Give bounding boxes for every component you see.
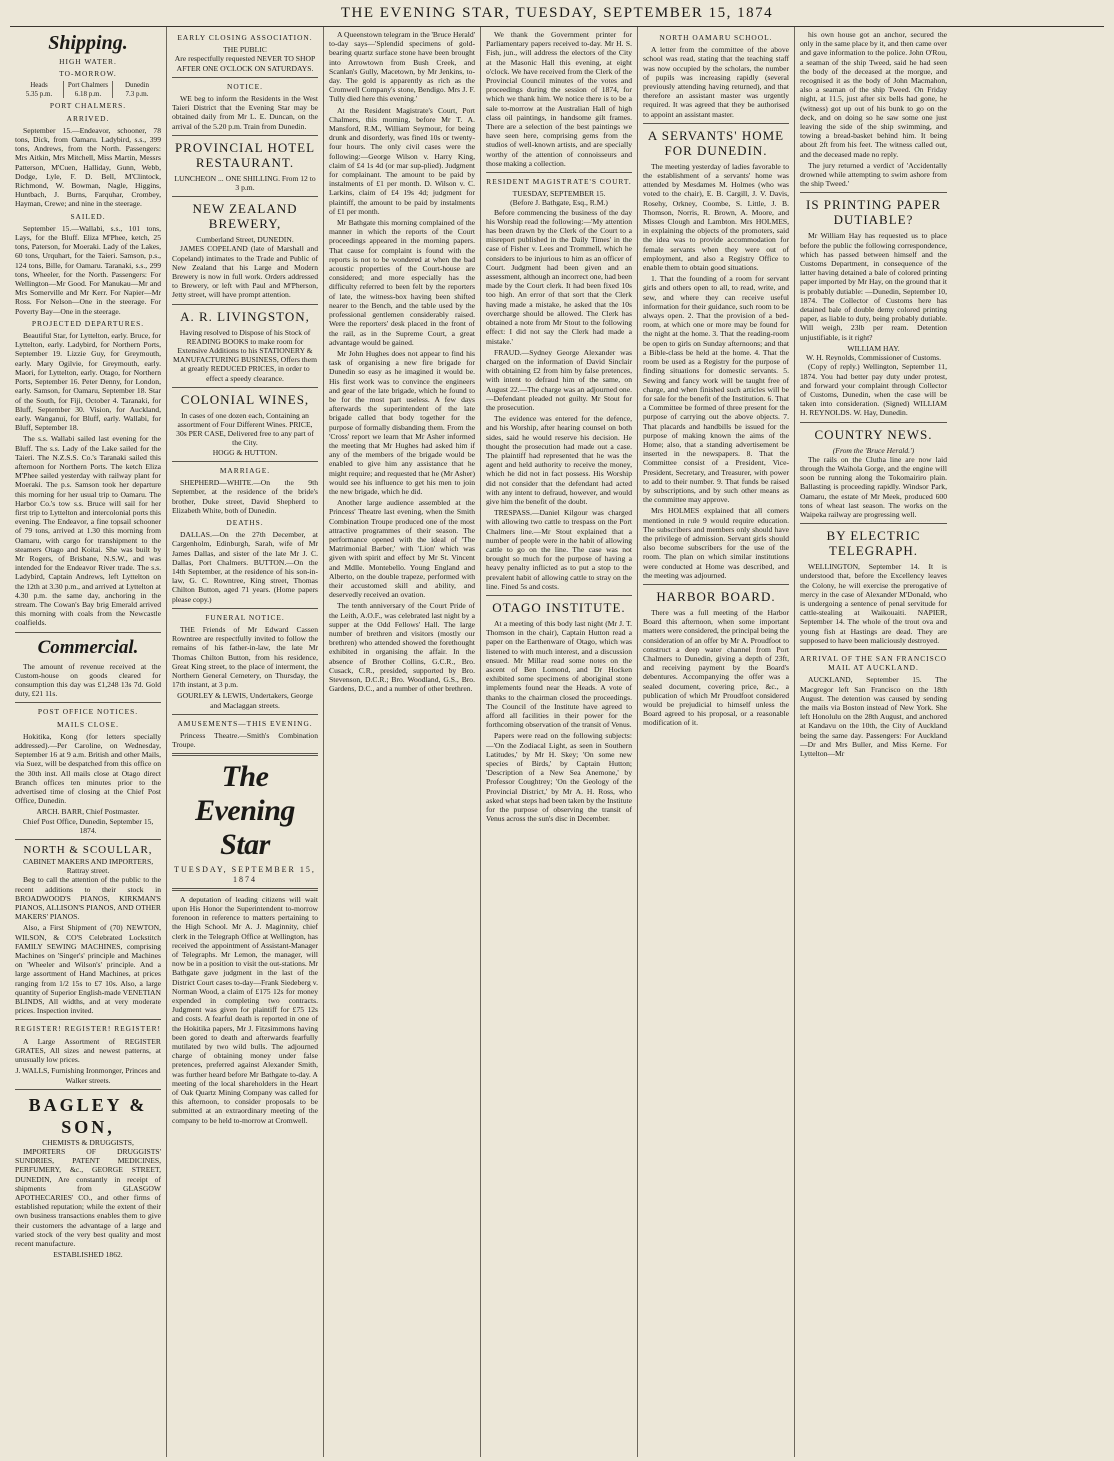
arrived-text: September 15.—Endeavor, schooner, 78 tons, Dick, from Oamaru. Ladybird, s.s., 399 tons, Andrews, from the North. Passengers: Mrs Aitkin, Mrs Mitchell, Miss Martin, Messrs Patterson, M'Cuen, Halliday, Gunn, Webb, Dodge, Lyle, F. D. Bell, M'Clintock, Richmond, W. Bowman, Nagle, Higgins, Huntbach, J. Burns, Farquhar, Crombey, Hayman, Crewe; and nine in the steerage. [15,125,161,209]
article-text: WELLINGTON, September 14. It is understood that, before the Excellency leaves the Colony, he will exercise the prerogative of mercy in the case of Alexander M'Donald, who is undergoing a sentence of penal servitude for cattle-stealing at Waikouaiti. NAPIER, September 14. The whole of the trout ova and young fish at Hastings are dead. They are supposed to have been maliciously destroyed. [800,562,947,645]
north-school-heading: NORTH OAMARU SCHOOL. [659,33,773,42]
pianos-text: Beg to call the attention of the public to the recent additions to their stock in BROADWOOD'S PIANOS, KIRKMAN'S PIANOS, ALLISON'S PIANOS, AND OTHER MAKERS' PIANOS. [15,875,161,922]
register-heading: REGISTER! REGISTER! REGISTER! [15,1024,162,1034]
article-text: AUCKLAND, September 15. The Macgregor left San Francisco on the 18th August. The detention was caused by sending the mails via Boston instead of New York. She left Honolulu on the 28th August, and anchored at Kandavu on the 10th, the City of Auckland being the same day. Passengers: For Auckland—Dr and Mrs Buller, and Miss Kerne. For Lyttelton—Mr [800,675,947,758]
printing-paper-heading: IS PRINTING PAPER DUTIABLE? [806,197,941,228]
article-text: At the Resident Magistrate's Court, Port Chalmers, this morning, before Mr T. A. Mansford, R.M., William Seymour, for being drunk and disorderly, was fined 10s or twenty-four hours. The only civil cases were the following:—George Wilson v. Harry King, claim of £4 1s 4d (or mar sup-plied). Judgment for complainant. The amount to be paid by instalments of £1 per month. D. Wilson v. C. Larkins, claim of £4 19s 4d; judgment for plaintiff, the amount to be paid by instalments of £1 per month. [329,105,475,216]
post-office-heading: POST OFFICE NOTICES. [37,707,139,717]
sf-mail-heading: ARRIVAL OF THE SAN FRANCISCO MAIL AT AUCKLAND. [800,653,947,673]
wines-heading: COLONIAL WINES, [180,391,310,407]
sailed-text: September 15.—Wallabi, s.s., 101 tons, Lays, for the Bluff. Eliza M'Phee, ketch, 25 tons, Paterson, for Moeraki. Lady of the Lakes, 60 tons, Urquhart, for the Taieri. Samson, p.s., 124 tons, Bille, for Oamaru. Taranaki, s.s., 299 tons, Wheeler, for the North. Passengers: For Wellington—Mr Good. For Manukau—Mr and Mrs Somerville and Mr Kerr. For Napier—Mr Ross. For Nelson—One in the steerage. For Poverty Bay—One in the steerage. [15,223,161,316]
brewery-sub: Cumberland Street, DUNEDIN. [196,235,294,245]
article-text: The tenth anniversary of the Court Pride of the Leith, A.O.F., was celebrated last night by a supper at the Odd Fellows' Hall. The large number of brethren and visitors (mostly our brethren) who attended showed the forethought exhibited in organising the affair. In the absence of Brother Collins, G.C.R., Bro. Cusack, C.R., presided, supported by Bro. Stevenson, D.C.R.; Bro. Woodland, G.S., Bro. Gardens, D.C., and a number of other brethren. [329,601,475,694]
early-closing-heading: EARLY CLOSING ASSOCIATION. [177,33,313,42]
tide-cell [112,81,161,98]
deaths-heading: DEATHS. [226,517,264,527]
tide-table [15,81,161,98]
divider [172,608,318,609]
paper-title: The Evening Star [195,760,295,862]
otago-institute-heading: OTAGO INSTITUTE. [492,599,626,615]
commercial-heading: Commercial. [37,636,139,658]
notice-text: WE beg to inform the Residents in the West Taieri District that the Evening Star may be obtained daily from Mr L. E. Duncan, on the arrival of the 5.20 p.m. Train from Dunedin. [172,94,318,131]
brewery-text: JAMES COPELAND (late of Marshall and Copeland) intimates to the Trade and Public of New Zealand that his Large and Modern Brewery is now in full work. Orders addressed to Brewery, or left with Paul and M'Pherson, Jetty street, will have prompt attention. [172,244,318,300]
columns [10,27,1104,1457]
divider [800,192,947,193]
bagley-established: ESTABLISHED 1862. [53,1250,123,1260]
divider [15,702,161,703]
divider [172,135,318,136]
projected-heading: PROJECTED DEPARTURES. [31,318,145,328]
article-text: Another large audience assembled at the Princess' Theatre last evening, when the Smith Combination Troupe produced one of the most attractive programmes of their season. The performance opened with the ideal of 'The Matrimonial Barber,' with 'Lion' which was given with spirit and effect by Mr St. Vincent and Mdlle. Montebello. Young England and Alberto, on the double trapeze, performed with their accustomed skill and ability, and deservedly received an ovation. [329,498,475,600]
deaths-text: DALLAS.—On the 27th December, at Cargenholm, Edinburgh, Sarah, wife of Mr James Dallas, and sister of the late Mr J. C. Dallas, Port Chalmers. BUTTON.—On the 14th September, at the residence of his son-in-law, G. C. Rowntree, King street, Thomas Chilton Button, aged 71 years. (Home papers please copy.) [172,530,318,604]
post-office-date: Chief Post Office, Dunedin, September 15, 1874. [22,816,154,835]
paper-date: TUESDAY, SEPTEMBER 15, 1874 [174,865,316,884]
article-text: At a meeting of this body last night (Mr J. T. Thomson in the chair), Captain Hutton read a paper on the Earthenware of Otago, which was listened to with much interest, and a discussion ensued. Mr Millar read some notes on the ascent of Ben Lomond, and Dr Hocken exhibited some specimens of aboriginal stone implements found near the Heads. A vote of thanks to the chairman closed the proceedings. The Council of the Institute have agreed to afford all facilities in their power for the forthcoming observation of the transit of Venus. [486,618,632,730]
article-text: Mr Bathgate this morning complained of the manner in which the reports of the Court proceedings appeared in the morning papers. That cause for complaint is found with the reports is not to be wondered at when the bad acoustic properties of the Court-house are considered; and more especially has the difficulty referred to been felt by the reporters of late, the witness-box having been shifted nearer to the Bench, and the table used by the professional gentlemen considerably raised. Were the reporters' desk placed in the front of the rail, as in the Supreme Court, a great advantage would be gained. [329,218,475,347]
hotel-heading: PROVINCIAL HOTEL RESTAURANT. [174,139,316,170]
harbor-board-heading: HARBOR BOARD. [656,588,776,604]
brewery-heading: NEW ZEALAND BREWERY, [192,201,298,232]
port-heading: PORT CHALMERS. [49,101,127,111]
article-text: Mr John Hughes does not appear to find his task of organising a new fire brigade for Dunedin so easy as he imagined it would be. His first work was to convince the engineers and gear of the late brigade, which he found to be for the most part useless. A few days afterwards the superintendent of the late brigade called that body together for the purpose of formally disbanding them. From the 'Cross' report we learn that Mr Asher informed the meeting that Mr Hughes had asked him if any of the members of the brigade would be enabled to give him any assistance that he might require; and requested that he (Mr Asher) would see his influence to get his men to join the new brigade, which he did. [329,348,475,496]
divider [486,595,632,596]
divider [15,632,161,633]
north-scoullar-heading: NORTH & SCOULLAR, [23,844,153,857]
divider [172,753,318,756]
divider [643,123,789,124]
column-2 [167,27,324,1457]
notice-heading: NOTICE. [227,81,263,91]
divider [172,714,318,715]
article-text: The evidence was entered for the defence, and his Worship, after hearing counsel on both sides, said he would reserve his decision. He thought the prosecution had made out a case. The plaintiff had represented that he was the agent and held authority to receive the money, which he did not in fact possess. His Worship did not consider that the defendant had acted with any intent to defraud, however, and would give him the benefit of the doubt. [486,414,632,506]
divider [172,461,318,462]
mails-close-heading: MAILS CLOSE. [56,719,120,729]
amusements-text: Princess Theatre.—Smith's Combination Troupe. [172,730,318,750]
article-text: The rails on the Clutha line are now laid through the Waihola Gorge, and the engine will soon be running along the Tokomairiro plain. Ballasting is proceeding rapidly. Windsor Park, Oamaru, the estate of Mr Meek, produced 600 tons of wheat last season. The works on the Waipeka railway are progressing well. [800,454,947,519]
rm-court-before: (Before J. Bathgate, Esq., R.M.) [510,198,608,208]
divider [172,77,318,78]
shipping-heading: Shipping. [48,32,128,54]
hotel-text: LUNCHEON ... ONE SHILLING. From 12 to 3 p.m. [174,173,316,193]
tide-cell [63,81,112,98]
livingston-text: Having resolved to Dispose of his Stock of READING BOOKS to make room for Extensive Additions to his STATIONERY & MANUFACTURING BUSINESS, Offers them at greatly REDUCED PRICES, in order to effect a speedy clearance. [172,327,317,383]
article-text: The meeting yesterday of ladies favorable to the establishment of a servants' home was attended by Mesdames M. Holmes (who was voted to the chair), E. B. Cargill, J. V. Davis, Rosehy, Orkney, Coombe, S. Little, J. B. Thomson, Norris, R. Brown, A. Moore, and Misses Clough and Lambton. Mrs HOLMES, in explaining the objects of the promoters, said the idea was to provide accommodation for female servants when they were out of employment, and also a Registry Office to enable them to obtain good situations. [643,161,789,273]
shipping-news-text: The s.s. Wallabi sailed last evening for the Bluff. The s.s. Lady of the Lake sailed for the Taieri. The N.Z.S.S. Co.'s Taranaki sailed this afternoon for Northern Ports. The ketch Eliza M'Phee sailed yesterday with railway plant for Moeraki. The p.s. Samson took her departure this morning for her usual trip to Oamaru. The Harbor Co.'s tow s.s. Bruce will sail for her first trip to Lyttelton and intercolonial ports this evening. The Endeavor, a fine topsail schooner of 79 tons, arrived at 1.30 this morning from Oamaru, with cargo for transhipment to the steamers Otago and Koitai. She was built by Mr Rogers, of Brisbane, N.S.W., and was intended for the Endeavor River trade. The s.s. Ladybird, Captain Andrews, left Lyttelton on the 12th at 3.30 p.m., and arrived at Lyttelton at 4.30 p.m. the same day, anchoring in the stream. The Cowan's Bay brig Emerald arrived this morning with coals from the Newcastle coalfields. [15,434,161,628]
article-text: Mrs HOLMES explained that all comers mentioned in rule 9 would require education. The subscribers and members only should have the privilege of admission. Servant girls should also become subscribers for the use of the room. The plan on which similar institutions were conducted at Home was described, and the meeting was adjourned. [643,506,789,580]
post-office-sign: ARCH. BARR, Chief Postmaster. [36,807,140,817]
early-closing-public: THE PUBLIC [223,45,267,55]
country-news-sub: (From the 'Bruce Herald.') [832,445,915,455]
rm-court-date: TUESDAY, SEPTEMBER 15. [512,189,606,199]
tide-place: Dunedin [124,81,150,90]
article-text: TRESPASS.—Daniel Kilgour was charged with allowing two cattle to trespass on the Port Chalmers line.—Mr Stout explained that a number of people were in the habit of allowing cattle to go on the line. The case was not brought so much for the purpose of having a heavy penalty inflicted as to put a stop to the prevalent habit of allowing cattle to stray on the line. Fined 5s and costs. [486,508,632,591]
column-6 [795,27,952,1457]
divider [172,304,318,305]
column-3 [324,27,481,1457]
article-text: The jury returned a verdict of 'Accidentally drowned while attempting to swim ashore from the ship Tweed.' [800,160,947,189]
tomorrow-label: TO-MORROW. [59,69,117,79]
article-text: Before commencing the business of the day his Worship read the following:—'My attention has been drawn by the Clerk of the Court to a misreport published in the Daily Times' in the case of Fisher v. Lees and Trommell, which he considers to be injurious to him as an officer of Court. Judgment had been given and an assessment, although an incorrect one, had been made by the Court clerk. It had been fixed 10s too high. An error of that sort that the Clerk having made a mistake, he asked that the 10s overcharge should be allowed. The Clerk has obtained a note from Mr Stout to the following effect: I did not say the Clerk had made a mistake.' [486,207,632,346]
divider [486,172,632,173]
leader-text: A deputation of leading citizens will wait upon His Honor the Superintendent to-morrow forenoon in reference to matters pertaining to the High School. Mr A. J. Maginnity, chief clerk in the Telegraph Office at Wellington, has received the appointment of Assistant-Manager of Telegraphs. Mr Lemon, the manager, will now be in a position to visit the out-stations. Mr Bathgate gave judgment in the last of the District Court cases to-day—Frank Siedeberg v. Norman Wood, a claim of £175 12s for money expended in completing two contracts. Judgment was given for plaintiff for £75 12s and costs. A fearful death is reported in one of the Hokitika papers, Mr J. Fitzsimmons having been gored to death and afterwards fearfully mutilated by two wild bulls. The adjourned charge of obtaining money under false pretences, preferred against Alexander Smith, was further heard before Mr Bathgate to-day. A meeting of the local shareholders in the Heart of Oak Quartz Mining Company was called for this afternoon, to consider proposals to be submitted at an extraordinary meeting of the company to be held to-morrow at Cromwell. [172,894,318,1125]
divider [172,196,318,197]
telegraph-heading: BY ELECTRIC TELEGRAPH. [826,528,921,559]
register-text: A Large Assortment of REGISTER GRATES, All sizes and newest patterns, at unusually low prices. [15,1036,161,1065]
bagley-sub: CHEMISTS & DRUGGISTS, [42,1137,134,1147]
article-text: We thank the Government printer for Parliamentary papers received to-day. Mr H. S. Fish, jun., will address the electors of the City at the Masonic Hall this evening, at eight o'clock. We have received from the Clerk of the Provincial Council minutes of the votes and proceedings during the session of 1874, for which we thank him. We notice there is to be a sale to-morrow at the Australian Hall of high class oil paintings, in handsome gilt frames. There are a selection of the best paintings we have seen here, comprising gems from the studios of well-known artists, and are specially worthy of the attention of connoisseurs and those making a collection. [486,30,632,168]
divider [800,649,947,650]
article-text: his own house got an anchor, secured the only in the same place by it, and then came over and gave information to the police. John O'Rou, a seaman of the ship Tweed, said he had seen the body of the deceased at the morgue, and recognised it as the body of John Macmahon, also a seaman of the ship Tweed. On Friday night, at 11.5, just after six bells had gone, he (witness) got up out of his bunk to go on the deck, and on doing so he saw some one just leaving the side of the ship swimming, and towing a bread-basket behind him. It being about 2ft from his feet. The witness called out, and the deceased made no reply. [800,30,947,159]
printing-paper-sign: WILLIAM HAY. [847,343,900,353]
column-4 [481,27,638,1457]
tide-place: Port Chalmers [67,81,109,90]
wines-text: In cases of one dozen each, Containing an assortment of Four Different Wines. PRICE, 30s PER CASE, Delivered free to any part of the City. [176,410,314,448]
arrived-heading: ARRIVED. [66,113,110,123]
divider [800,422,947,423]
funeral-sign: GOURLEY & LEWIS, Undertakers, George and Maclaggan streets. [177,691,313,710]
north-scoullar-sub: CABINET MAKERS AND IMPORTERS, Rattray street. [22,857,154,876]
marriage-heading: MARRIAGE. [219,465,271,475]
mails-text: Hokitika, Kong (for letters specially addressed).—Per Caroline, on Wednesday, September 16 at 9 a.m. British and other Mails, via Suez, will be despatched from this office on the 30th inst. All mails close at Otago direct Branch offices ten minutes prior to the advertised time of closing at the Chief Post Office, Dunedin. [15,731,161,806]
divider [800,523,947,524]
country-news-heading: COUNTRY NEWS. [814,426,933,442]
bagley-heading: BAGLEY & SON, [28,1094,148,1137]
divider [643,584,789,585]
masthead: THE EVENING STAR, TUESDAY, SEPTEMBER 15, 1874 [10,0,1104,27]
tide-time: 5.35 p.m. [25,89,53,98]
livingston-heading: A. R. LIVINGSTON, [180,308,310,324]
rm-court-heading: RESIDENT MAGISTRATE'S COURT. [486,177,632,187]
wines-sign: HOGG & HUTTON. [212,447,278,457]
early-closing-text: Are respectfully requested NEVER TO SHOP AFTER ONE O'CLOCK ON SATURDAYS. [174,54,316,73]
marriage-text: SHEPHERD—WHITE.—On the 9th September, at the residence of the bride's brother, Duke street, David Shepherd to Elizabeth White, both of Dunedin. [172,478,318,515]
commercial-text: The amount of revenue received at the Custom-house on goods cleared for consumption this day was £1,248 13s 7d. Gold duty, £21 11s. [15,661,161,699]
funeral-text: THE Friends of Mr Edward Cassen Rowntree are respectfully invited to follow the remains of his father-in-law, the late Mr Thomas Chilton Button, from his residence, Great King street, to the place of interment, the Northern General Cemetery, on Thursday, the 17th instant, at 3 p.m. [172,624,318,690]
column-1 [10,27,167,1457]
divider [15,1089,161,1090]
tide-time: 6.18 p.m. [74,89,102,98]
article-text: A letter from the committee of the above school was read, stating that the teaching staff was now occupied by the scholars, the number of pupils was increasing rapidly (several previously attending having returned), and that therefore an assistant master was urgently required. It was agreed that they be authorised to appoint an assistant master. [643,45,789,119]
divider [15,839,161,840]
high-water-heading: HIGH WATER. [59,57,117,66]
bagley-text: IMPORTERS OF DRUGGISTS' SUNDRIES, PATENT MEDICINES, PERFUMERY, &c., GEORGE STREET, DUNEDIN, Are constantly in receipt of shipments from GLASGOW APOTHECARIES' CO., and other firms of established reputation; while the extent of their own business transactions enables them to give their customers the advantage of a large and varied stock of the very best quality and most recent manufacture. [15,1146,161,1248]
divider [172,387,318,388]
projected-text: Beautiful Star, for Lyttelton, early. Bruce, for Lyttelton, early. Ladybird, for Northern Ports, September 19. Lizzie Guy, for Greymouth, early. Mary Ogilvie, for Greymouth, early. Maori, for Lyttelton, early. Otago, for Northern Ports, September 16. Peter Denny, for London, early. Samson, for Oamaru, September 18. Star of the South, for Fiji, October 4. Taranaki, for Bluff, September 30. Vision, for Auckland, early. Wanganui, for Bluff, early. Wallabi, for Bluff, September 18. [15,331,161,433]
sewing-machines-text: Also, a First Shipment of (70) NEWTON, WILSON, & CO'S Celebrated Lockstitch FAMILY SEWING MACHINES, comprising Machines on 'Singer's' principle and Machines on 'Wheeler and Wilson's' principle. And a large assortment of Hand Machines, at prices ranging from 1/2 15s to £7 10s. Also, a large quantity of Superior English-made VENETIAN BLINDS, All widths, and at very moderate prices. Inspection invited. [15,923,161,1016]
servants-home-heading: A SERVANTS' HOME FOR DUNEDIN. [647,127,785,158]
article-text: A Queenstown telegram in the 'Bruce Herald' to-day says—'Splendid specimens of gold-bearing quartz surface stone have been brought into Arrowtown from Bush Creek, and Scanlan's Gully, Macetown, by Mr Jenkins, to-day. The gold is apparently as rich as the Cromwell Company's stone, Bendigo. Mrs J. F. Tully died here this evening.' [329,30,475,104]
article-text: FRAUD.—Sydney George Alexander was charged on the information of David Sinclair with obtaining £2 from him by false pretences, with intent to defraud him of the same, on August 22.—The charge was an adjourned one.—Defendant pleaded not guilty. Mr Stout for the prosecution. [486,347,632,412]
tide-place: Heads [30,81,48,90]
article-text: Papers were read on the following subjects:—'On the Zodiacal Light, as seen in Southern Latitudes,' by Mr H. Skey; 'On some new species of Birds,' by Captain Hutton; 'Description of a New Sea Anemone,' by Professor Coughtrey; 'On the Geology of the Provincial District,' by Mr A. H. Ross, who asked what steps had been taken by the Institute for the purpose of observing the transit of Venus across the sun's disc in December. [486,731,632,824]
article-text: Mr William Hay has requested us to place before the public the following correspondence, which has passed between himself and the Customs Department, in consequence of the latter having detained a bale of colored printing paper imported by Mr Hay, on the ground that it is probably dutiable: —Dunedin, September 10, 1874. The Collector of Customs here has detained bale of double demy colored printing paper, as liable to duty, being probably dutiable. Will weigh, 23lb per ream. Detention unjustifiable, is it right? [800,231,947,342]
tide-cell [15,81,63,98]
article-text: 1. That the founding of a room for servant girls and others open to all, to read, write, and sew, and where they can receive useful information for their guidance, such room to be always open. 2. That the provision of a bed-room, at which one or more may be found for the night at the home. 3. That the reading-room be open to girls on Sunday afternoons; and that a Bible-class be held at the home. 4. That the room be used as a Registry for the purpose of finding situations for domestic servants. 5. Sewing and fancy work will be taught free of charge, and when finished such articles will be for sale for the benefit of the Institution. 6. That a Committee be formed of three present for the purpose of carrying out the above objects. 7. That placards and handbills be issued for the purpose of making known the aims of the Home; also, that a standing advertisement be inserted in the newspapers. 8. That the Committee consist of a President, Vice-President, Secretary, and Treasurer, with power to add to their number. 9. That funds be raised by subscriptions, and by such other means as the committee may approve. [643,274,789,505]
divider [172,888,318,891]
article-text: (Copy of reply.) Wellington, September 11, 1874. You had better pay duty under protest, and forward your complaint through Collector of Customs, Dunedin, when the case will be taken into consideration. (Signed) WILLIAM H. REYNOLDS. W. Hay, Dunedin. [800,362,947,418]
sailed-heading: SAILED. [70,211,106,221]
article-text: There was a full meeting of the Harbor Board this afternoon, when some important matters were considered, the principal being the consideration of an offer by Mr A. Proudfoot to construct a deep water channel from Port Chalmers to Dunedin, giving a depth of 23ft, and receiving payment by the Board's debentures. Accompanying the offer was a sealed document, covering price, &c., a publication of which Mr Proudfoot considered would be prejudicial to himself unless the Board agreed to his proposal, or a reasonable modification of it. [643,607,789,728]
printing-paper-to: W. H. Reynolds, Commissioner of Customs. [806,353,941,363]
amusements-heading: AMUSEMENTS—THIS EVENING. [177,718,313,728]
tide-time: 7.3 p.m. [125,89,149,98]
register-sign: J. WALLS, Furnishing Ironmonger, Princes and Walker streets. [15,1066,161,1085]
column-5 [638,27,795,1457]
funeral-heading: FUNERAL NOTICE. [205,612,285,622]
divider [15,1019,161,1020]
